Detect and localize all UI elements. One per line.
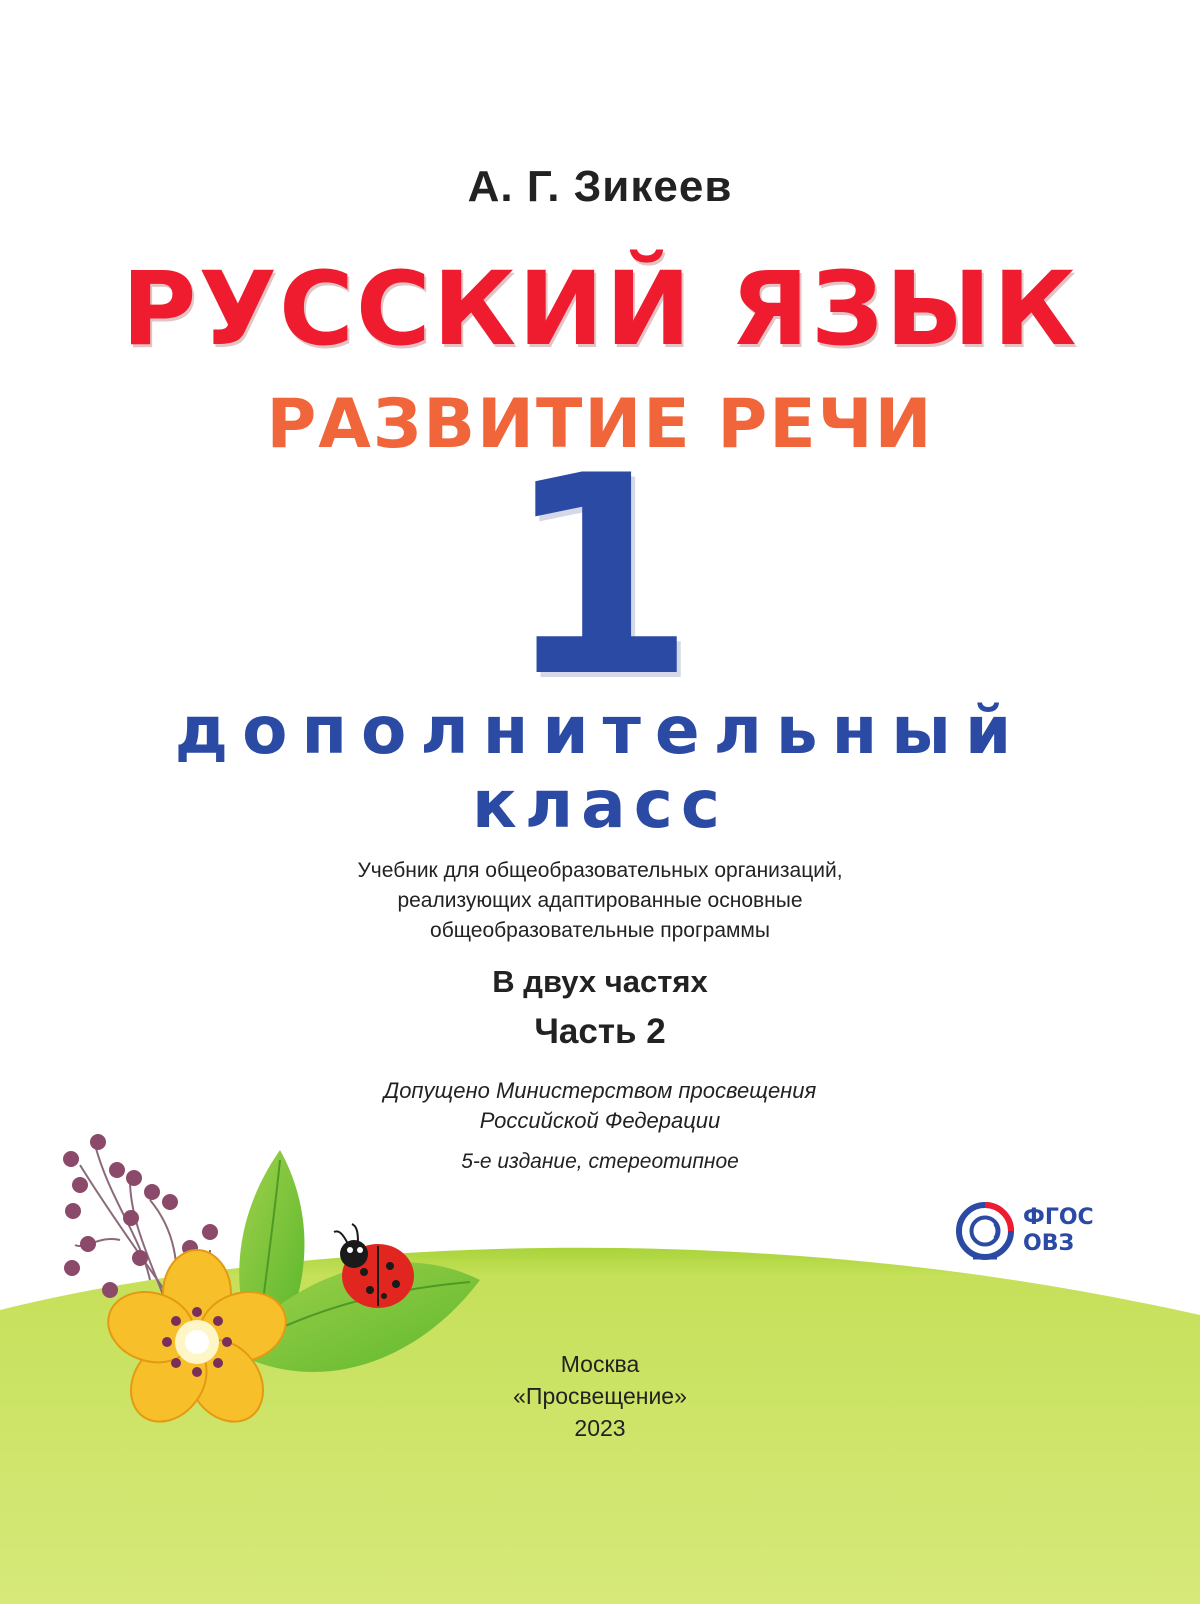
approval-line: Допущено Министерством просвещения	[383, 1078, 817, 1103]
part-number: Часть 2	[534, 1012, 666, 1051]
publisher-imprint	[0, 1348, 1200, 1444]
fgos-logo-text	[1023, 1205, 1094, 1257]
book-subtitle: РАЗВИТИЕ РЕЧИ	[266, 385, 934, 464]
edition-note: 5-е издание, стереотипное	[461, 1150, 739, 1173]
approval-line: Российской Федерации	[479, 1108, 721, 1133]
imprint-city: Москва	[560, 1351, 640, 1377]
fgos-logo-line: ФГОС	[1023, 1205, 1094, 1230]
author-name: А. Г. Зикеев	[467, 162, 733, 211]
book-description	[0, 856, 1200, 946]
parts-count: В двух частях	[492, 964, 708, 999]
fgos-logo	[955, 1195, 1105, 1271]
imprint-year: 2023	[574, 1415, 626, 1441]
description-line: реализующих адаптированные основные	[397, 889, 803, 912]
extra-class-line1: дополнительный	[174, 692, 1026, 769]
approval-note	[0, 1076, 1200, 1136]
extra-class-line2: класс	[472, 766, 728, 843]
description-line: общеобразовательные программы	[430, 919, 770, 942]
fgos-logo-line: ОВЗ	[1023, 1231, 1075, 1256]
imprint-publisher: «Просвещение»	[513, 1383, 687, 1409]
grade-number: 1	[504, 417, 696, 737]
book-title: РУССКИЙ ЯЗЫК	[121, 250, 1079, 369]
fgos-logo-icon	[955, 1195, 1021, 1271]
description-line: Учебник для общеобразовательных организаций,	[357, 859, 843, 882]
